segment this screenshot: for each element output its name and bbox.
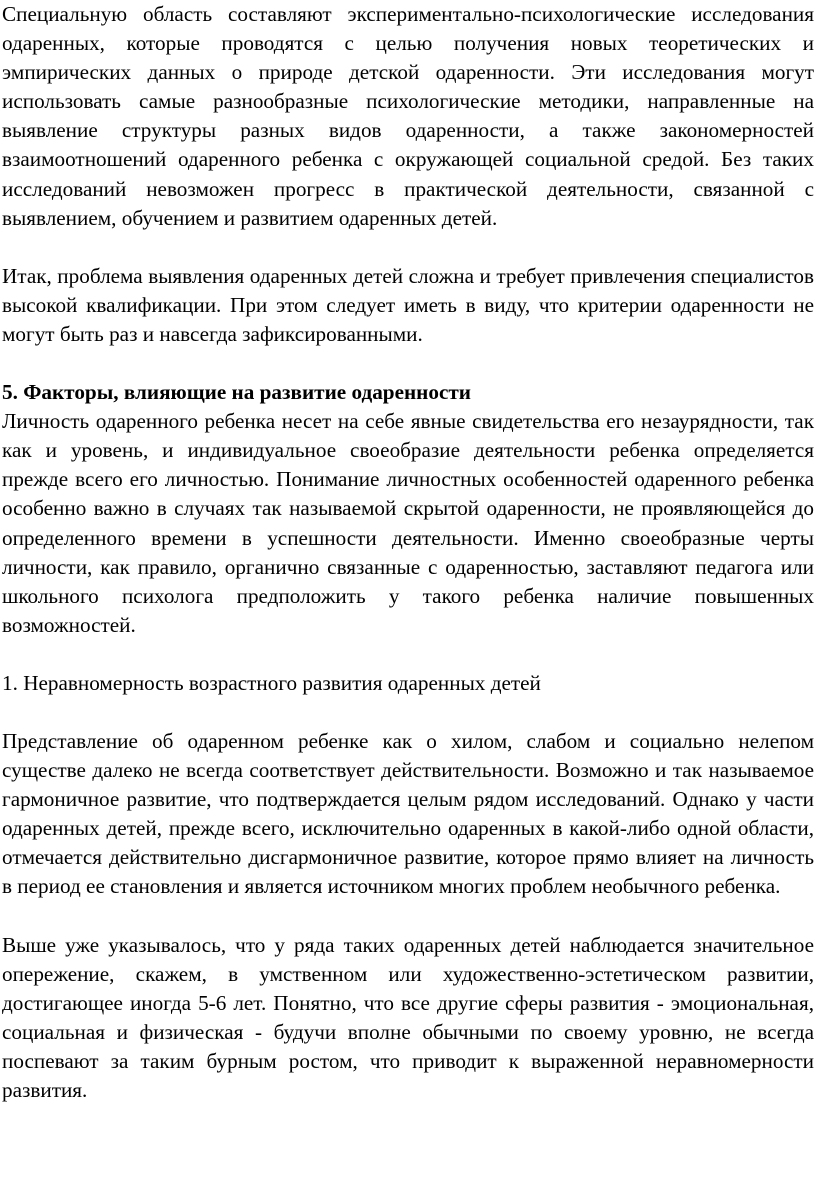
body-paragraph: Итак, проблема выявления одаренных детей сложна и требует привлечения специалистов высокой квалификации. При этом следует иметь в виду, что критерии одаренности не могут быть раз и навсегда зафиксированными. xyxy=(2,263,814,346)
body-paragraph: Представление об одаренном ребенке как о хилом, слабом и социально нелепом существе далеко не всегда соответствует действительности. Возможно и так называемое гармоничное развитие, что подтверждается целым рядом исследований. Однако у части одаренных детей, прежде всего, исключительно одаренных в какой-либо одной области, отмечается действительно дисгармоничное развитие, которое прямо влияет на личность в период ее становления и является источником многих проблем необычного ребенка. xyxy=(2,728,814,899)
section-heading: 5. Факторы, влияющие на развитие одаренности xyxy=(2,380,472,405)
paragraph-spacer xyxy=(2,233,814,262)
body-paragraph: Специальную область составляют экспериментально-психологические исследования одаренных, которые проводятся с целью получения новых теоретических и эмпирических данных о природе детской одаренности. Эти исследования могут использовать самые разнообразные психологические методики, направленные на выявление структуры разных видов одаренности, а также закономерностей взаимоотношений одаренного ребенка с окружающей социальной средой. Без таких исследований невозможен прогресс в практической деятельности, связанной с выявлением, обучением и развитием одаренных детей. xyxy=(2,2,814,230)
paragraph-spacer xyxy=(2,698,814,727)
body-paragraph: Выше уже указывалось, что у ряда таких одаренных детей наблюдается значительное опережение, скажем, в умственном или художественно-эстетическом развитии, достигающее иногда 5-6 лет. Понятно, что все другие сферы развития - эмоциональная, социальная и физическая - будучи вполне обычными по своему уровню, не всегда поспевают за таким бурным ростом, что приводит к выраженной неравномерности развития. xyxy=(2,932,814,1102)
paragraph-spacer xyxy=(2,902,814,931)
paragraph-spacer xyxy=(2,640,814,669)
list-item: 1. Неравномерность возрастного развития одаренных детей xyxy=(2,670,541,695)
body-paragraph: Личность одаренного ребенка несет на себе явные свидетельства его незаурядности, так как и уровень, и индивидуальное своеобразие деятельности ребенка определяется прежде всего его личностью. Понимание личностных особенностей одаренного ребенка особенно важно в случаях так называемой скрытой одаренности, не проявляющейся до определенного времени в успешности деятельности. Именно своеобразные черты личности, как правило, органично связанные с одаренностью, заставляют педагога или школьного психолога предположить у такого ребенка наличие повышенных возможностей. xyxy=(2,409,814,637)
paragraph-spacer xyxy=(2,349,814,378)
